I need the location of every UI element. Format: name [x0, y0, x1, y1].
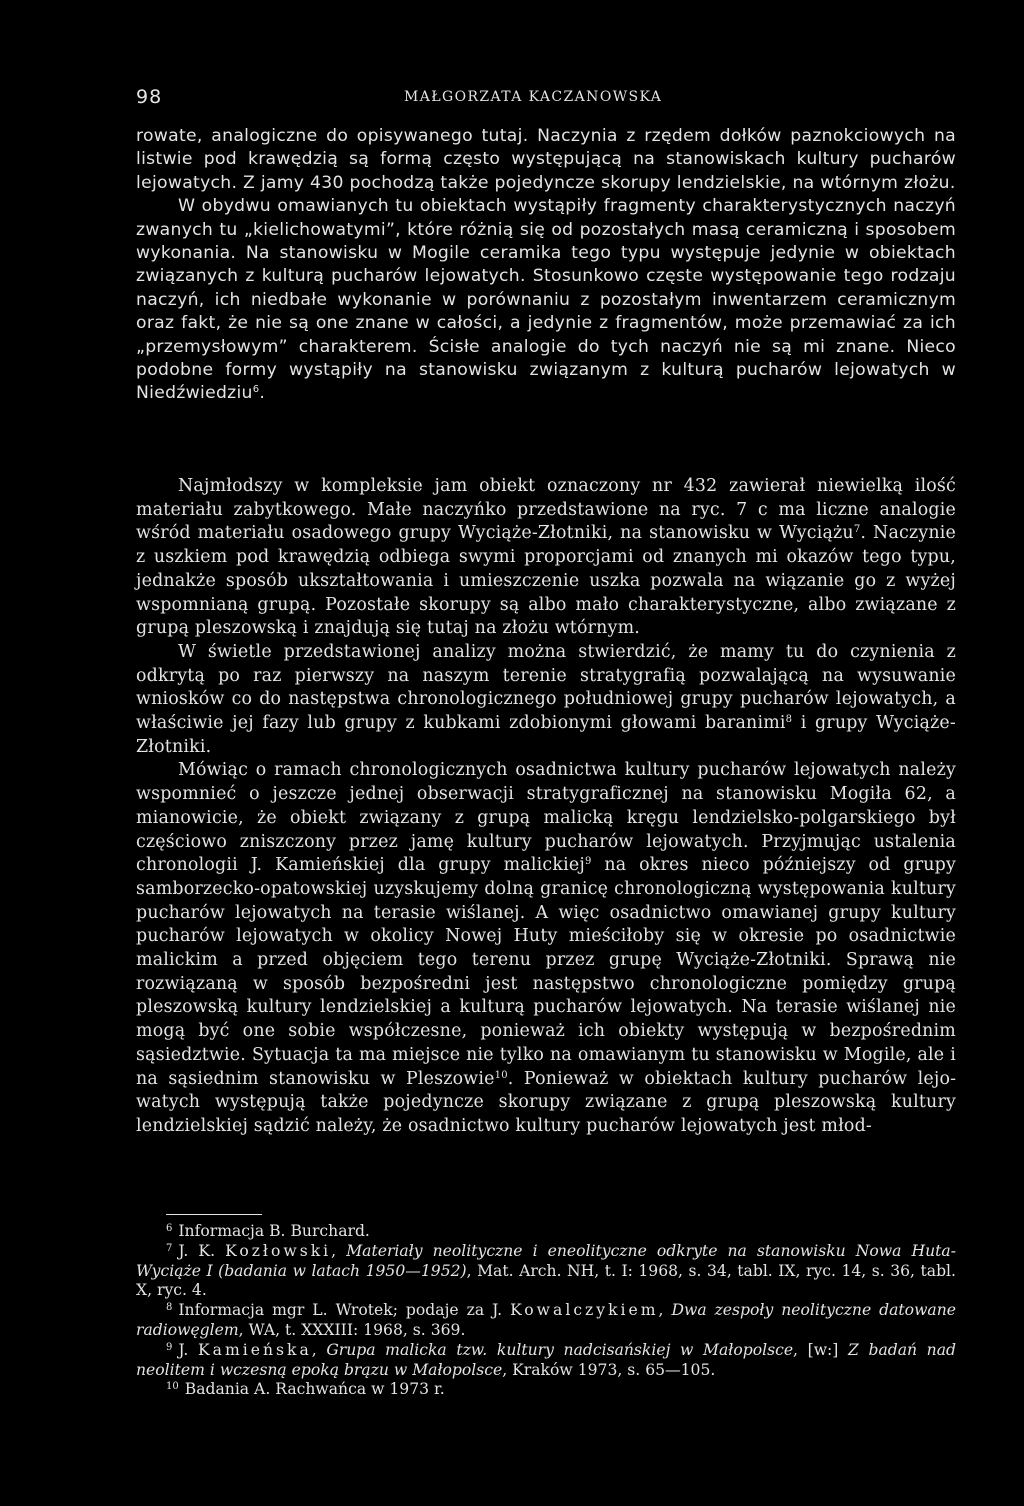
footnote-9-author: Kamieńska	[198, 1340, 312, 1359]
paragraph-3-text-b: . Naczynie z uszkiem pod krawędzią odbiega swymi proporcjami od znanych mi okazów tego typu, jednakże sposób ukształtowania i umieszczenie uszka pozwala na wiązanie go z wyżej wspomnianą grupą. Pozostałe skorupy są albo mało charakterystyczne, albo związane z grupą pleszowską i znajdują się tutaj na złożu wtórnym.	[136, 523, 957, 639]
footnote-8-rest: , WA, t. XXXIII: 1968, s. 369.	[238, 1320, 466, 1339]
footnote-8-author: Kowalczykiem	[510, 1301, 659, 1320]
footnote-7-number: 7	[166, 1242, 173, 1254]
page-header	[136, 86, 956, 112]
paragraph-5-text-a: Mówiąc o ramach chronologicznych osadnictwa kultury pucharów lejowatych należy wspomnieć o jeszcze jednej obserwacji stratygraficznej na stanowisku Mogiła 62, a mianowicie, że obiekt związany z grupą malicką kręgu lendzielsko-polgarskiego był częściowo zniszczony przez jamę kultury pucharów lejowatych. Przyjmując ustalenia chronologii J. Kamieńskiej dla grupy malickiej	[136, 760, 956, 876]
footnote-7-author: Kozłowski	[225, 1241, 332, 1260]
paragraph-3-text-a: Najmłodszy w kompleksie jam obiekt oznaczony nr 432 zawierał niewielką ilość materiału zabytkowego. Małe naczyńko przedstawione na ryc. 7 c ma liczne analogie wśród materiału osadowego grupy Wyciąże-Złotniki, na stanowisku w Wyciążu	[136, 476, 956, 544]
paragraph-2: W obydwu omawianych tu obiektach wystąpiły fragmenty charakterystycznych naczyń zwanych tu „kielichowatymi”, które różnią się od pozostałych masą ceramiczną i sposobem wykonania. Na stanowisku w Mogile ceramika tego typu występuje jedynie w obiektach związanych z kulturą pucharów lejowatych. Stosunkowo częste występowanie tego rodzaju naczyń, ich niedbałe wykonanie w porównaniu z pozostałym inwentarzem ceramicznym oraz fakt, że nie są one znane w całości, a jedynie z fragmentów, może przemawiać za ich „przemysłowym” charakterem. Ścisłe analogie do tych naczyń nie są mi znane. Nieco podobne formy wystąpiły na stanowisku związanym z kulturą pucharów lejowatych w Niedźwiedziu$^6$.	[136, 196, 956, 404]
footnote-6-text: Informacja B. Burchard.	[178, 1222, 370, 1240]
footnote-9-title: Grupa malicka tzw. kultury nadcisańskiej w Małopolsce	[326, 1340, 794, 1359]
footnote-9-title2: Z badań nad neolitem i wczesną epoką brązu w Małopolsce	[136, 1340, 957, 1379]
footnote-9-mid: , [w:]	[793, 1340, 849, 1359]
footnote-8: $^8$ Informacja mgr L. Wrotek; podaje za J. Kowalczykiem, Dwa zespoły neolityczne datowane radiowęglem, WA, t. XXXIII: 1968, s. 369.	[136, 1301, 956, 1339]
footnote-9-prefix: J.	[178, 1340, 198, 1359]
footnote-10	[136, 1380, 956, 1400]
running-head: MAŁGORZATA KACZANOWSKA	[404, 89, 663, 105]
paragraph-5	[136, 759, 956, 1138]
footnote-10-text: Badania A. Rachwańca w 1973 r.	[184, 1380, 445, 1399]
footnote-separator	[166, 1214, 262, 1215]
footnote-7-prefix: J. K.	[178, 1241, 226, 1260]
footnote-6-number: 6	[166, 1223, 173, 1234]
footnote-9-number: 9	[166, 1341, 173, 1353]
paragraph-5-text-c: . Ponieważ w obiektach kultury pucharów lejowatych występują także pojedyncze skorupy związane z grupą pleszowską kultury lendzielskiej sądzić należy, że osadnictwo kultury pucharów lejowatych jest młod-	[136, 1068, 957, 1136]
paragraph-3	[136, 475, 956, 641]
paragraph-5-text-b: na okres nieco późniejszy od grupy samborzecko-opatowskiej uzyskujemy dolną granicę chronologiczną występowania kultury pucharów lejowatych na terasie wiślanej. A więc osadnictwo omawianej grupy kultury pucharów lejowatych w okolicy Nowej Huty mieściłoby się w okresie po osadnictwie malickim a przed objęciem tego terenu przez grupę Wyciąże-Złotniki. Sprawą nie rozwiązaną w sposób bezpośredni jest następstwo chronologiczne pomiędzy grupą pleszowską kultury lendzielskiej a kulturą pucharów lejowatych. Na terasie wiślanej nie mogą być one sobie współczesne, ponieważ ich obiekty występują w bezpośrednim sąsiedztwie. Sytuacja ta ma miejsce nie tylko na omawianym tu stanowisku w Mogile, ale i na sąsiednim stanowisku w Pleszowie	[136, 855, 956, 1089]
footnotes	[136, 1222, 956, 1400]
page-number: 98	[136, 86, 163, 108]
body-text-bottom	[136, 475, 956, 1139]
footnote-7: $^7$ J. K. Kozłowski, Materiały neolityczne i eneolityczne odkryte na stanowisku Nowa Huta-Wyciąże I (badania w latach 1950—1952), Mat. Arch. NH, t. I: 1968, s. 34, tabl. IX, ryc. 14, s. 36, tabl. X, ryc. 4.	[136, 1241, 956, 1300]
footnote-8-prefix: Informacja mgr L. Wrotek; podaje za J.	[178, 1301, 511, 1320]
paragraph-1: rowate, analogiczne do opisywanego tutaj. Naczynia z rzędem dołków paznokciowych na listwie pod krawędzią są formą często występującą na stanowiskach kultury pucharów lejowatych. Z jamy 430 pochodzą także pojedyncze skorupy lendzielskie, na wtórnym złożu.	[136, 126, 956, 193]
footnote-ref-7: 7	[853, 524, 861, 536]
footnote-ref-6: 6	[252, 384, 260, 396]
paragraph-2-text: W obydwu omawianych tu obiektach wystąpiły fragmenty charakterystycznych naczyń zwanych tu „kielichowatymi”, które różnią się od pozostałych masą ceramiczną i sposobem wykonania. Na stanowisku w Mogile ceramika tego typu występuje jedynie w obiektach związanych z kulturą pucharów lejowatych. Stosunkowo częste występowanie tego rodzaju naczyń, ich niedbałe wykonanie w porównaniu z pozostałym inwentarzem ceramicznym oraz fakt, że nie są one znane w całości, a jedynie z fragmentów, może przemawiać za ich „przemysłowym” charakterem. Ścisłe analogie do tych naczyń nie są mi znane. Nieco podobne formy wystąpiły na stanowisku związanym z kulturą pucharów lejowatych w Niedźwiedziu	[136, 196, 956, 404]
footnote-8-number: 8	[166, 1302, 173, 1314]
paragraph-4	[136, 641, 956, 760]
footnote-7-rest: , Mat. Arch. NH, t. I: 1968, s. 34, tabl. IX, ryc. 14, s. 36, tabl. X, ryc. 4.	[136, 1261, 956, 1300]
footnote-10-number: 10	[166, 1381, 179, 1393]
footnote-6	[136, 1222, 956, 1242]
footnote-9: $^9$ J. Kamieńska, Grupa malicka tzw. kultury nadcisańskiej w Małopolsce, [w:] Z badań nad neolitem i wczesną epoką brązu w Małopolsce, Kraków 1973, s. 65—105.	[136, 1340, 957, 1379]
paragraph-4-text-b: i grupy Wyciąże-Złotniki.	[136, 713, 956, 757]
footnote-9-rest: , Kraków 1973, s. 65—105.	[502, 1360, 716, 1379]
footnote-8-title: Dwa zespoły neolityczne datowane radiowęglem	[136, 1301, 956, 1339]
paragraph-4-text-a: W świetle przedstawionej analizy można stwierdzić, że mamy tu do czynienia z odkrytą po raz pierwszy na naszym terenie stratygrafią pozwalającą na wysuwanie wniosków co do następstwa chronologicznego południowej grupy pucharów lejowatych, a właściwie jej fazy lub grupy z kubkami zdobionymi głowami baranimi	[136, 641, 956, 734]
footnote-ref-9: 9	[584, 856, 592, 868]
footnote-ref-10: 10	[494, 1069, 508, 1081]
footnote-7-title: Materiały neolityczne i eneolityczne odkryte na stanowisku Nowa Huta-Wyciąże I (badania w latach 1950—1952)	[136, 1241, 956, 1280]
footnote-ref-8: 8	[785, 714, 793, 726]
body-text-top	[136, 125, 956, 406]
